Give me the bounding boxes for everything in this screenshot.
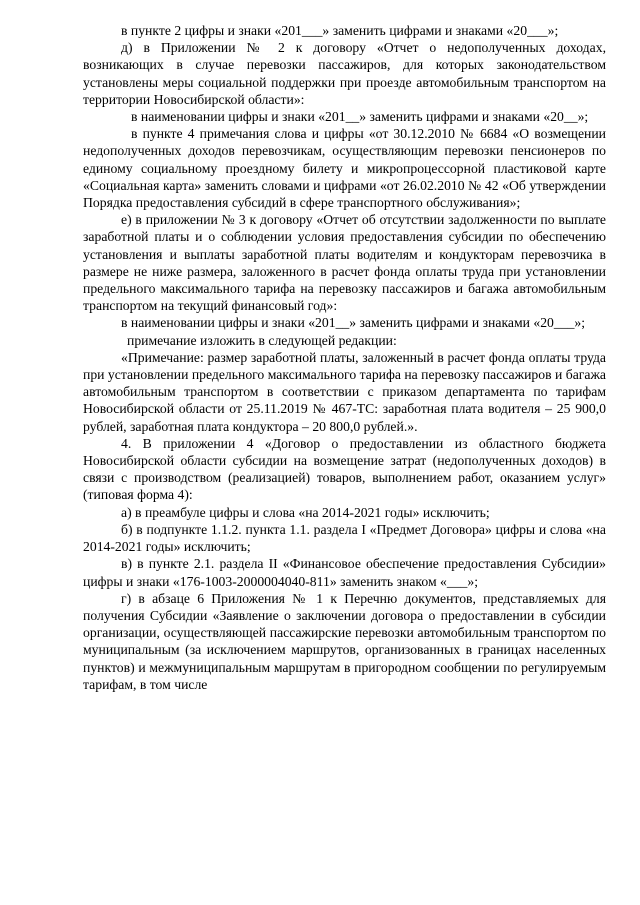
paragraph: «Примечание: размер заработной платы, заложенный в расчет фонда оплаты труда при установлении предельного максимального тарифа на перевозку пассажиров и багажа автомобильным транспортом в соответствии с приказом департамента по тарифам Новосибирской области от 25.11.2019 № 467-ТС: заработная плата водителя – 25 900,0 рублей, заработная плата кондуктора – 20 800,0 рублей.». — [83, 349, 606, 434]
paragraph: в пункте 2 цифры и знаки «201___» заменить цифрами и знаками «20___»; — [121, 23, 559, 38]
paragraph: г) в абзаце 6 Приложения № 1 к Перечню документов, представляемых для получения Субсидии «Заявление о заключении договора о предоставлении в субсидии организации, осуществляющей пассажирские перевозки автомобильным транспортом по муниципальным (за исключением маршрутов, организованных в границах населенных пунктов) и межмуниципальным маршрутам в пригородном сообщении по регулируемым тарифам, в том числе — [83, 590, 606, 692]
paragraph: примечание изложить в следующей редакции: — [127, 332, 397, 348]
paragraph: д) в Приложении № 2 к договору «Отчет о недополученных доходах, возникающих в случае перевозки пассажиров, для которых законодательством установлены меры социальной поддержки при проезде автомобильным транспортом на территории Новосибирской области»: — [83, 40, 606, 107]
paragraph: в наименовании цифры и знаки «201__» заменить цифрами и знаками «20__»; — [131, 109, 589, 125]
paragraph: в наименовании цифры и знаки «201__» заменить цифрами и знаками «20___»; — [121, 315, 586, 331]
paragraph: е) в приложении № 3 к договору «Отчет об отсутствии задолженности по выплате заработной платы и о соблюдении условия предоставления субсидии по обеспечению установления и выплаты заработной платы водителям и кондукторам перевозчика в размере не ниже размера, заложенного в расчет фонда оплаты труда при установлении предельного максимального тарифа на перевозку пассажиров и багажа автомобильным транспортом на текущий финансовый год»: — [83, 212, 606, 314]
paragraph: а) в преамбуле цифры и слова «на 2014-2021 годы» исключить; — [121, 504, 490, 520]
paragraph: в) в пункте 2.1. раздела II «Финансовое обеспечение предоставления Субсидии» цифры и знаки «176-1003-2000004040-811» заменить знаком «___»; — [83, 556, 606, 589]
paragraph: 4. В приложении 4 «Договор о предоставлении из областного бюджета Новосибирской области субсидии на возмещение затрат (недополученных доходов) в связи с производством (реализацией) товаров, выполнением работ, оказанием услуг» (типовая форма 4): — [83, 435, 606, 503]
paragraph: в пункте 4 примечания слова и цифры «от 30.12.2010 № 6684 «О возмещении недополученных доходов перевозчикам, осуществляющим перевозки пенсионеров по единому социальному проездному билету и микропроцессорной пластиковой карте «Социальная карта» заменить словами и цифрами «от 26.02.2010 № 42 «Об утверждении Порядка предоставления субсидий в сфере транспортного обслуживания»; — [83, 126, 606, 211]
paragraph: б) в подпункте 1.1.2. пункта 1.1. раздела I «Предмет Договора» цифры и слова «на 2014-2021 годы» исключить; — [83, 521, 606, 555]
